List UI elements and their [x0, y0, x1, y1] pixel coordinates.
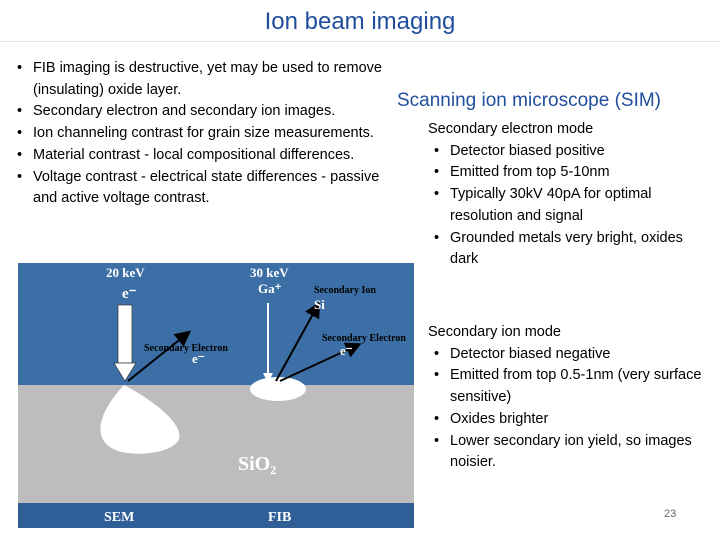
secondary-ion-mode: [428, 322, 710, 474]
secondary-ion-symbol: Si: [314, 297, 325, 312]
fib-beam-label: 30 keV: [250, 265, 289, 280]
secondary-electron-sem-symbol: e⁻: [192, 351, 205, 366]
secondary-electron-mode-list: [428, 141, 710, 271]
page-number: 23: [664, 508, 677, 520]
left-bullet: • Material contrast - local compositional differences.: [14, 145, 384, 167]
secondary-electron-fib-label: Secondary Electron: [322, 333, 406, 344]
fib-interaction-volume: [250, 377, 306, 401]
left-bullet: • Ion channeling contrast for grain size measurements.: [14, 123, 384, 145]
substrate-label: SiO₂: [238, 453, 277, 475]
left-bullet: • Secondary electron and secondary ion images.: [14, 101, 384, 123]
sem-particle-label: e⁻: [122, 286, 137, 302]
substrate-region: [18, 385, 414, 503]
fib-caption: FIB: [268, 510, 292, 525]
left-bullet: • Voltage contrast - electrical state differences - passive and active voltage contrast.: [14, 167, 384, 210]
secondary-electron-mode: [428, 119, 710, 271]
vacuum-region: [18, 263, 414, 385]
mode-bullet: • Detector biased negative: [450, 344, 710, 366]
mode-bullet: • Oxides brighter: [450, 409, 710, 431]
caption-bar: [18, 503, 414, 528]
mode-bullet: • Emitted from top 5-10nm: [450, 162, 710, 184]
secondary-electron-sem-label: Secondary Electron: [144, 343, 228, 354]
slide-title: Ion beam imaging: [264, 8, 456, 35]
title-divider: [0, 41, 720, 42]
sem-beam-shaft: [118, 305, 132, 363]
secondary-ion-mode-title: Secondary ion mode: [428, 324, 561, 340]
sem-beam-label: 20 keV: [106, 265, 145, 280]
secondary-ion-label: Secondary Ion: [314, 285, 376, 296]
left-bullet: • FIB imaging is destructive, yet may be used to remove (insulating) oxide layer.: [14, 58, 384, 101]
mode-bullet: • Grounded metals very bright, oxides dark: [450, 228, 710, 271]
mode-bullet: • Typically 30kV 40pA for optimal resolution and signal: [450, 184, 710, 227]
mode-bullet: • Detector biased positive: [450, 141, 710, 163]
secondary-electron-mode-title: Secondary electron mode: [428, 121, 594, 137]
mode-bullet: • Emitted from top 0.5-1nm (very surface sensitive): [450, 365, 710, 408]
left-bullet-list: [14, 58, 384, 210]
secondary-electron-fib-symbol: e⁻: [340, 343, 353, 358]
fib-particle-label: Ga⁺: [258, 281, 282, 296]
sem-caption: SEM: [104, 510, 135, 525]
sim-heading: Scanning ion microscope (SIM): [397, 90, 661, 111]
mode-bullet: • Lower secondary ion yield, so images noisier.: [450, 431, 710, 474]
secondary-ion-mode-list: [428, 344, 710, 474]
sem-fib-diagram: [18, 263, 414, 528]
